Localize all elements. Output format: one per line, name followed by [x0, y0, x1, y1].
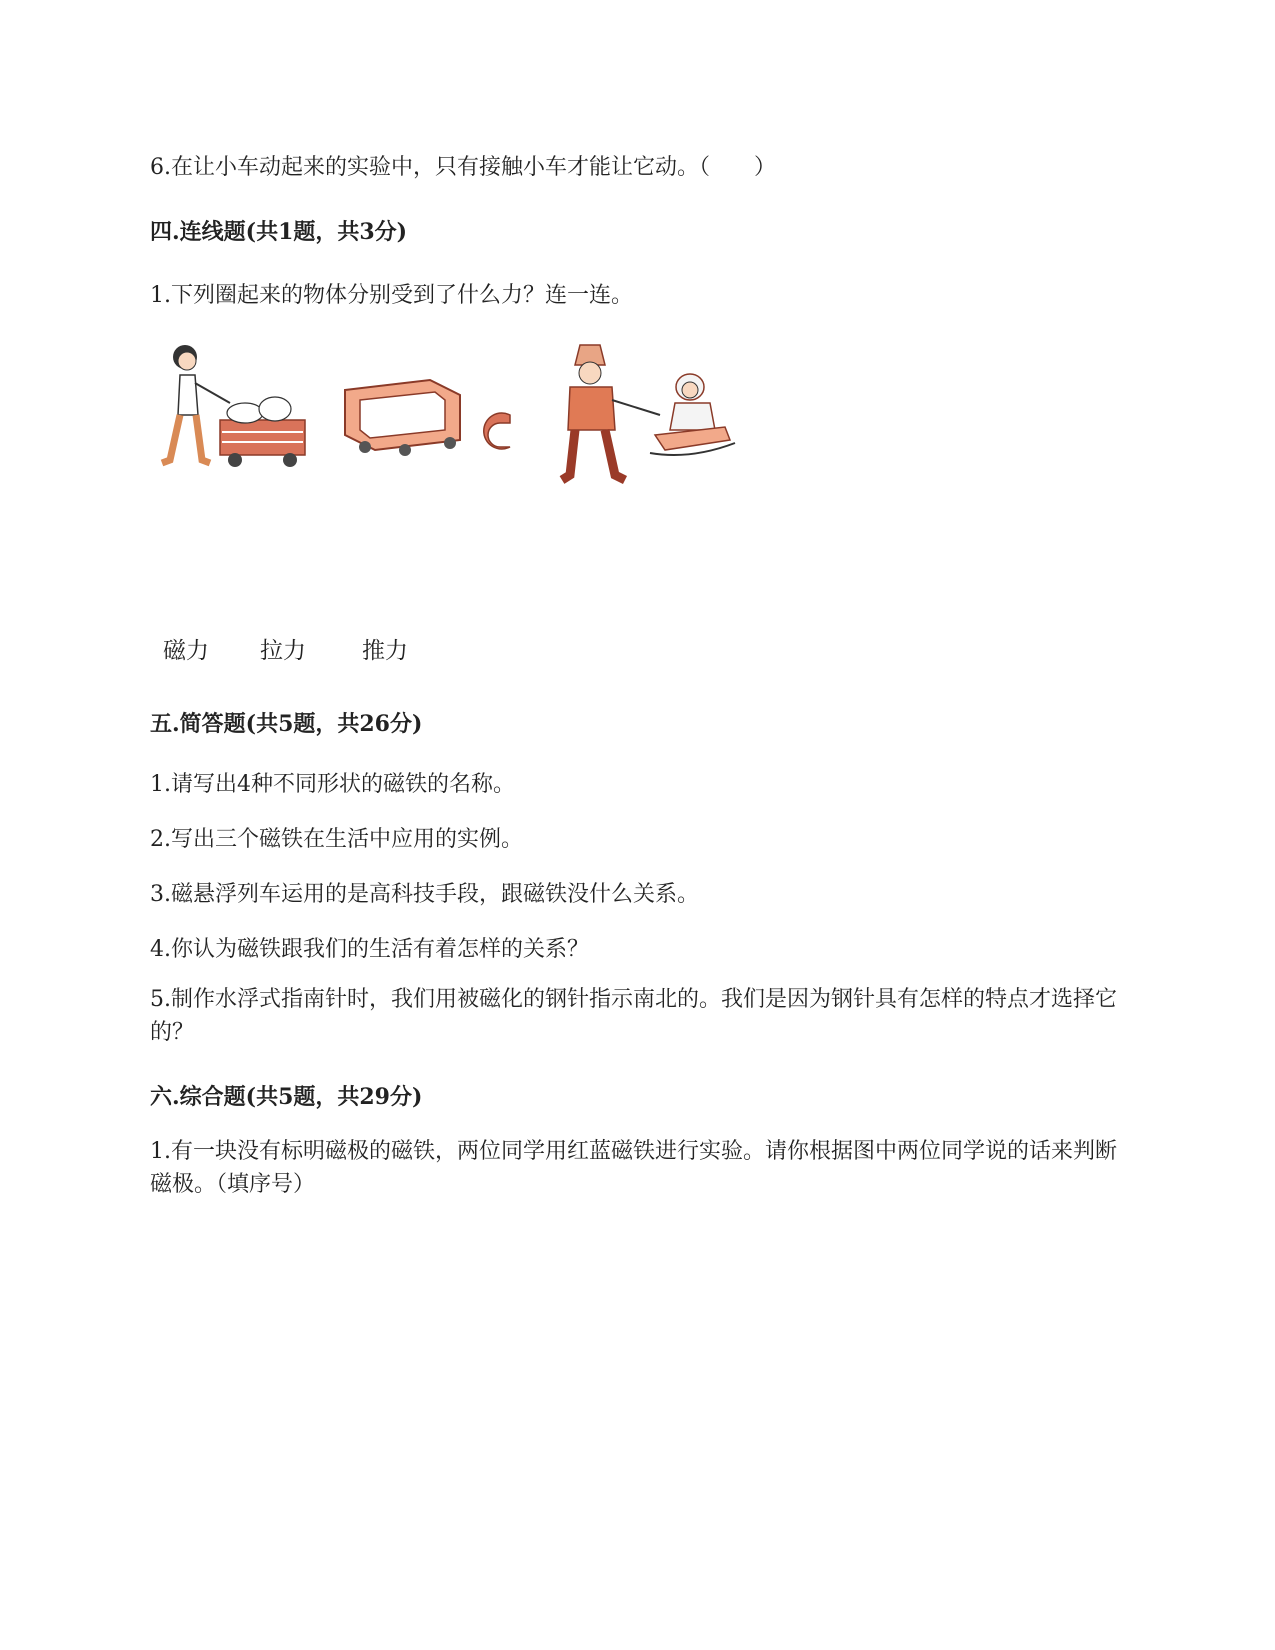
- section-5-question-4: 4.你认为磁铁跟我们的生活有着怎样的关系？: [150, 937, 589, 962]
- section-5-question-5: 5.制作水浮式指南针时，我们用被磁化的钢针指示南北的。我们是因为钢针具有怎样的特点才选择它的？: [150, 987, 1117, 1045]
- section-6-title: 六.综合题(共5题，共29分): [150, 1084, 423, 1110]
- section-6-question-1: 1.有一块没有标明磁极的磁铁，两位同学用红蓝磁铁进行实验。请你根据图中两位同学说的话来判断磁极。（填序号）: [150, 1139, 1117, 1197]
- section-5-question-2: 2.写出三个磁铁在生活中应用的实例。: [150, 827, 523, 852]
- section-5-question-1: 1.请写出4种不同形状的磁铁的名称。: [150, 772, 515, 797]
- cart-and-magnet: [345, 380, 510, 456]
- force-illustration: [150, 335, 770, 500]
- section-4-question-1: 1.下列圈起来的物体分别受到了什么力？连一连。: [150, 283, 633, 308]
- option-magnetic-force: 磁力: [163, 638, 209, 664]
- boy-pushing-cart: [162, 345, 305, 467]
- option-pushing-force: 推力: [362, 638, 408, 664]
- section-5-question-3: 3.磁悬浮列车运用的是高科技手段，跟磁铁没什么关系。: [150, 882, 699, 907]
- section-4-title: 四.连线题(共1题，共3分): [150, 219, 408, 245]
- option-pulling-force: 拉力: [260, 638, 306, 664]
- question-3-6: 6.在让小车动起来的实验中，只有接触小车才能让它动。（ ）: [150, 155, 776, 180]
- child-pulling-sled: [562, 345, 735, 480]
- section-5-title: 五.简答题(共5题，共26分): [150, 711, 423, 737]
